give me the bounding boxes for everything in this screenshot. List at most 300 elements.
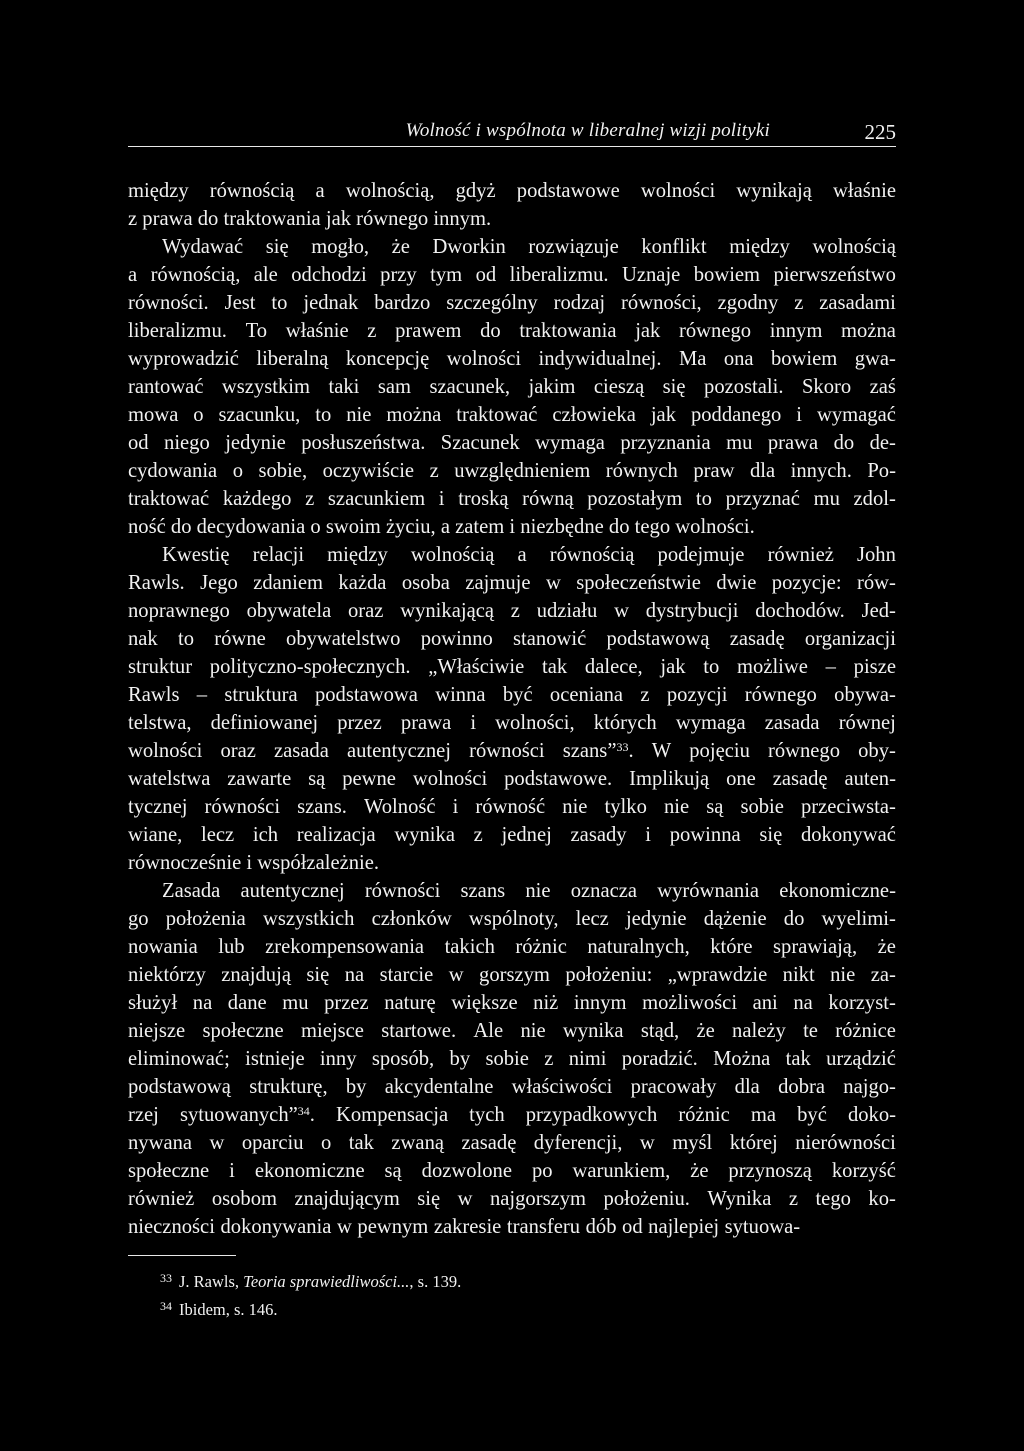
word: jednak <box>303 292 359 314</box>
word: równości. <box>128 292 209 314</box>
word: równość <box>475 796 546 818</box>
word: najgorszym <box>489 1188 587 1210</box>
text-line <box>128 429 896 457</box>
text-line <box>128 653 896 681</box>
word: równe <box>214 628 266 650</box>
word: – <box>825 656 836 678</box>
word: znajdują <box>221 964 291 986</box>
word: wszystkich <box>262 908 355 930</box>
word: z <box>367 320 377 342</box>
word: w <box>448 964 464 986</box>
word: Rawls. <box>128 572 185 594</box>
word: to <box>178 628 195 650</box>
word: uwzględnieniem <box>454 460 591 482</box>
text-line <box>128 849 896 877</box>
word: mogło, <box>311 236 370 258</box>
word: podstawowa <box>314 684 418 706</box>
word: Szacunek <box>440 432 520 454</box>
word: położeniu: <box>565 964 653 986</box>
word: wyrównania <box>657 880 760 902</box>
word: wynika <box>394 824 455 846</box>
word: sobie <box>740 796 784 818</box>
word: zasady <box>570 824 627 846</box>
word: społeczne <box>128 1160 210 1182</box>
text-line <box>128 1213 896 1241</box>
word: prawem <box>395 320 462 342</box>
word: społeczne <box>202 1020 284 1042</box>
word: jedynie <box>625 908 687 930</box>
word: człowieka <box>552 404 636 426</box>
footnote-number: 33 <box>160 1271 172 1285</box>
word: prawa <box>400 712 452 734</box>
word: równości <box>204 796 281 818</box>
word: właśnie <box>285 320 349 342</box>
word: można <box>841 320 896 342</box>
word: wolności <box>128 740 203 762</box>
word: możliwości <box>642 992 738 1014</box>
text-line <box>128 513 896 541</box>
word: której <box>729 1132 778 1154</box>
word: do <box>783 908 805 930</box>
word: na <box>344 964 365 986</box>
word: relacji <box>252 544 305 566</box>
word: naturalnych, <box>587 936 690 958</box>
word: liberalną <box>256 348 329 370</box>
word: wolnością, <box>345 180 435 202</box>
word: rzej <box>128 1104 159 1126</box>
word: równości, <box>621 292 702 314</box>
word: wyprowadzić <box>128 348 239 370</box>
word: dochodów. <box>755 600 845 622</box>
word: podstawową <box>606 628 710 650</box>
word: równego <box>679 320 752 342</box>
word: to <box>315 404 332 426</box>
word: nikt <box>782 964 815 986</box>
word: traktować <box>456 404 538 426</box>
word: między <box>729 236 790 258</box>
word: zdol- <box>853 488 896 510</box>
footnote-text-after: , s. 139. <box>409 1272 462 1291</box>
word: telstwa, <box>128 712 192 734</box>
running-title: Wolność i wspólnota w liberalnej wizji polityki <box>405 120 770 141</box>
word: nak <box>128 628 158 650</box>
word: z <box>794 292 804 314</box>
word: watelstwa <box>128 768 211 790</box>
word: Można <box>713 1048 771 1070</box>
word: w <box>457 1188 473 1210</box>
word: innym <box>573 992 627 1014</box>
word: o <box>193 404 204 426</box>
paragraph <box>128 877 896 1241</box>
footnote-number: 34 <box>160 1299 172 1313</box>
word: służył <box>128 992 178 1014</box>
word: różnic <box>678 1104 730 1126</box>
word: obywatelstwo <box>286 628 401 650</box>
word: za- <box>870 964 896 986</box>
word: najlepiej <box>648 1216 720 1238</box>
paragraph <box>128 177 896 233</box>
word: odchodzi <box>291 264 367 286</box>
word: prawa <box>767 432 819 454</box>
word: dla <box>734 1076 760 1098</box>
word: udziału <box>536 600 598 622</box>
word: startowe. <box>381 1020 457 1042</box>
word: wolności <box>412 768 488 790</box>
word: zasadę <box>461 1132 517 1154</box>
text-line <box>128 1129 896 1157</box>
word: Wolność <box>363 796 436 818</box>
word: Jed- <box>861 600 896 622</box>
word: to <box>695 488 712 510</box>
word: oraz <box>220 740 256 762</box>
word: również <box>767 544 834 566</box>
word: nie <box>830 964 856 986</box>
word: z <box>510 600 520 622</box>
word: równością <box>549 544 635 566</box>
word: pojęciu <box>689 740 750 762</box>
word: cydowania <box>128 460 218 482</box>
word: takich <box>444 936 495 958</box>
word: by <box>449 1048 471 1070</box>
word: na <box>192 992 213 1014</box>
text-line <box>128 569 896 597</box>
word: powinna <box>669 824 741 846</box>
text-line <box>128 373 896 401</box>
word: nie <box>520 1020 546 1042</box>
word: się <box>417 1188 441 1210</box>
word: a <box>315 180 325 202</box>
word: do <box>833 432 855 454</box>
word: liberalizmu. <box>509 264 609 286</box>
word: tego <box>815 1188 851 1210</box>
word: wolnością <box>812 236 896 258</box>
word: ma <box>750 1104 777 1126</box>
word: dozwolone <box>421 1160 512 1182</box>
text-line <box>128 1073 896 1101</box>
word: ko- <box>868 1188 896 1210</box>
word: w <box>639 1132 655 1154</box>
word: niejsze <box>128 1020 186 1042</box>
word: podstawowe <box>516 180 620 202</box>
text-line <box>128 317 896 345</box>
word: przez <box>337 712 382 734</box>
word: urządzić <box>826 1048 896 1070</box>
text-line <box>128 625 896 653</box>
word: John <box>857 544 896 566</box>
word: korzyst- <box>828 992 896 1014</box>
word: wolności, <box>495 712 575 734</box>
word: w <box>545 572 561 594</box>
word: definiowanej <box>210 712 319 734</box>
word: rów- <box>856 572 896 594</box>
word: w <box>336 1216 352 1238</box>
word: a <box>517 544 527 566</box>
word: i <box>796 404 802 426</box>
word: go <box>128 908 149 930</box>
body-text <box>128 177 896 1241</box>
word: szans. <box>297 796 347 818</box>
word: gdyż <box>455 180 496 202</box>
word: od <box>475 264 497 286</box>
word: i <box>438 488 445 510</box>
word: tak <box>348 1132 374 1154</box>
word: położeniu. <box>603 1188 690 1210</box>
word: niektórzy <box>128 964 206 986</box>
word: właśnie <box>833 180 896 202</box>
word: naturę <box>384 992 436 1014</box>
word: jakim <box>528 376 576 398</box>
word: zaś <box>869 376 896 398</box>
word: przyznać <box>725 488 800 510</box>
text-line <box>128 261 896 289</box>
word: wolności <box>640 180 716 202</box>
word: oby- <box>858 740 896 762</box>
word: równością <box>209 180 295 202</box>
word: pracowały <box>630 1076 717 1098</box>
word: pierwszeństwo <box>773 264 896 286</box>
word: równości <box>469 740 545 762</box>
word: nieczności <box>128 1216 215 1238</box>
word: niż <box>533 992 559 1014</box>
word: bowiem <box>770 348 838 370</box>
word: dokonywania <box>220 1216 332 1238</box>
word: wolności <box>446 348 522 370</box>
word: oraz <box>348 600 384 622</box>
word: tych <box>469 1104 505 1126</box>
word: mu <box>813 488 840 510</box>
text-line <box>128 1101 896 1129</box>
word: to <box>703 656 720 678</box>
word: praw <box>693 460 735 482</box>
word: Jest <box>224 292 256 314</box>
word: Ma <box>678 348 707 370</box>
word: przypadkowych <box>525 1104 658 1126</box>
word: z <box>473 824 483 846</box>
word: sytuowa- <box>724 1216 801 1238</box>
word: nowania <box>128 936 198 958</box>
word: to <box>271 292 288 314</box>
word: struktura <box>224 684 298 706</box>
word: Rawls <box>128 684 180 706</box>
word: osobom <box>211 1188 278 1210</box>
word: innych. <box>790 460 852 482</box>
text-line <box>128 289 896 317</box>
word: winna <box>435 684 486 706</box>
page-number: 225 <box>864 120 896 144</box>
word: sytuowanych”$^{34}$. <box>179 1104 315 1126</box>
word: że <box>690 1160 709 1182</box>
word: miejsce <box>300 1020 364 1042</box>
word: zasada <box>764 712 820 734</box>
word: bardzo <box>374 292 431 314</box>
word: lecz <box>575 908 609 930</box>
word: one <box>726 768 756 790</box>
word: Jego <box>200 572 238 594</box>
word: szacunkiem <box>327 488 426 510</box>
footnote-title: Teoria sprawiedliwości... <box>243 1272 410 1291</box>
word: wynikają <box>736 180 812 202</box>
text-line <box>128 905 896 933</box>
word: członków <box>371 908 452 930</box>
word: polityczno-społecznych. <box>209 656 411 678</box>
footnote-reference[interactable]: 33 <box>616 740 629 754</box>
word: Kwestię <box>162 544 230 566</box>
footnote <box>160 1266 896 1294</box>
word: na <box>793 992 813 1014</box>
word: o <box>232 460 243 482</box>
text-line <box>128 345 896 373</box>
word: To <box>245 320 268 342</box>
word: W <box>651 740 672 762</box>
word: wymaga <box>535 432 605 454</box>
word: obywatela <box>246 600 332 622</box>
word: Uznaje <box>622 264 681 286</box>
text-line <box>128 457 896 485</box>
word: dążenie <box>703 908 767 930</box>
word: oparciu <box>241 1132 304 1154</box>
word: które <box>710 936 753 958</box>
word: ich <box>252 824 279 846</box>
word: zasadę <box>729 628 785 650</box>
word: ale <box>253 264 278 286</box>
word: większe <box>451 992 518 1014</box>
word: bowiem <box>693 264 761 286</box>
word: pozostałym <box>587 488 683 510</box>
word: i <box>452 796 459 818</box>
word: „wprawdzie <box>667 964 768 986</box>
word: ona <box>723 348 754 370</box>
word: inny <box>319 1048 357 1070</box>
word: „Właściwie <box>428 656 525 678</box>
word: zwaną <box>391 1132 445 1154</box>
word: są <box>308 768 326 790</box>
word: wszystkim <box>221 376 311 398</box>
word: troską <box>458 488 509 510</box>
word: oceniana <box>549 684 624 706</box>
word: dwie <box>716 572 757 594</box>
text-line <box>128 961 896 989</box>
word: poradzić. <box>621 1048 698 1070</box>
word: istnieje <box>245 1048 305 1070</box>
word: rozwiązuje <box>528 236 619 258</box>
word: z <box>429 460 439 482</box>
word: równości <box>364 880 441 902</box>
word: przeciwsta- <box>801 796 896 818</box>
word: że <box>391 236 410 258</box>
word: a <box>128 264 138 286</box>
word: możliwe <box>737 656 808 678</box>
word: wynika <box>562 1020 624 1042</box>
text-line <box>128 485 896 513</box>
word: akcydentalne <box>384 1076 494 1098</box>
word: każdego <box>222 488 292 510</box>
word: że <box>696 1020 715 1042</box>
word: zrekompensowania <box>265 936 425 958</box>
word: się <box>265 236 289 258</box>
word: rodzaj <box>553 292 606 314</box>
word: ność do decydowania o swoim życiu, a zatem i niezbędne do tego wolności. <box>128 516 755 538</box>
word: między <box>128 180 189 202</box>
word: pozostali. <box>704 376 784 398</box>
paragraph <box>128 541 896 877</box>
word: dane <box>227 992 267 1014</box>
footnote-reference[interactable]: 34 <box>297 1104 310 1118</box>
word: nie <box>663 796 690 818</box>
word: dla <box>749 460 776 482</box>
word: równą <box>522 488 574 510</box>
word: każda <box>338 572 387 594</box>
word: są <box>384 1160 402 1182</box>
word: lub <box>218 936 245 958</box>
word: wolnością <box>410 544 495 566</box>
word: Ale <box>473 1020 504 1042</box>
word: być <box>502 684 533 706</box>
word: oczywiście <box>322 460 415 482</box>
word: traktować <box>128 488 210 510</box>
word: autentycznej <box>346 740 452 762</box>
word: zawarte <box>227 768 292 790</box>
word: Dworkin <box>432 236 506 258</box>
word: nie <box>525 880 551 902</box>
text-line <box>128 793 896 821</box>
word: dobra <box>778 1076 825 1098</box>
word: nierówności <box>795 1132 896 1154</box>
word: by <box>345 1076 367 1098</box>
word: szacunku, <box>218 404 301 426</box>
text-line <box>128 1045 896 1073</box>
word: przy <box>380 264 417 286</box>
text-line <box>128 709 896 737</box>
word: zajmuje <box>465 572 531 594</box>
word: i <box>470 712 477 734</box>
word: konflikt <box>641 236 707 258</box>
word: różnice <box>835 1020 896 1042</box>
word: równego <box>744 684 817 706</box>
word: zgodny <box>717 292 779 314</box>
word: zdaniem <box>253 572 323 594</box>
word: wymagać <box>816 404 896 426</box>
word: warunkiem, <box>572 1160 671 1182</box>
word: sposób, <box>371 1048 435 1070</box>
word: gwa- <box>854 348 896 370</box>
word: tak <box>542 656 568 678</box>
word: organizacji <box>804 628 896 650</box>
word: oznacza <box>570 880 638 902</box>
word: dalece, <box>584 656 643 678</box>
word: jak <box>635 320 661 342</box>
word: rantować <box>128 376 204 398</box>
word: nie <box>346 404 372 426</box>
word: z <box>788 1188 798 1210</box>
word: dokonywać <box>800 824 896 846</box>
word: że <box>877 936 896 958</box>
word: tak <box>785 1048 811 1070</box>
word: z <box>305 488 315 510</box>
word: wynikającą <box>400 600 494 622</box>
word: sobie <box>485 1048 529 1070</box>
word: pisze <box>853 656 896 678</box>
word: równego <box>767 740 841 762</box>
word: Zasada <box>162 880 221 902</box>
word: traktowania <box>519 320 617 342</box>
word: zakresie <box>433 1216 502 1238</box>
word: zasadę <box>772 768 828 790</box>
text-line <box>128 1017 896 1045</box>
word: z <box>544 1048 554 1070</box>
word: gorszym <box>479 964 550 986</box>
word: lecz <box>201 824 235 846</box>
text-line <box>128 541 896 569</box>
